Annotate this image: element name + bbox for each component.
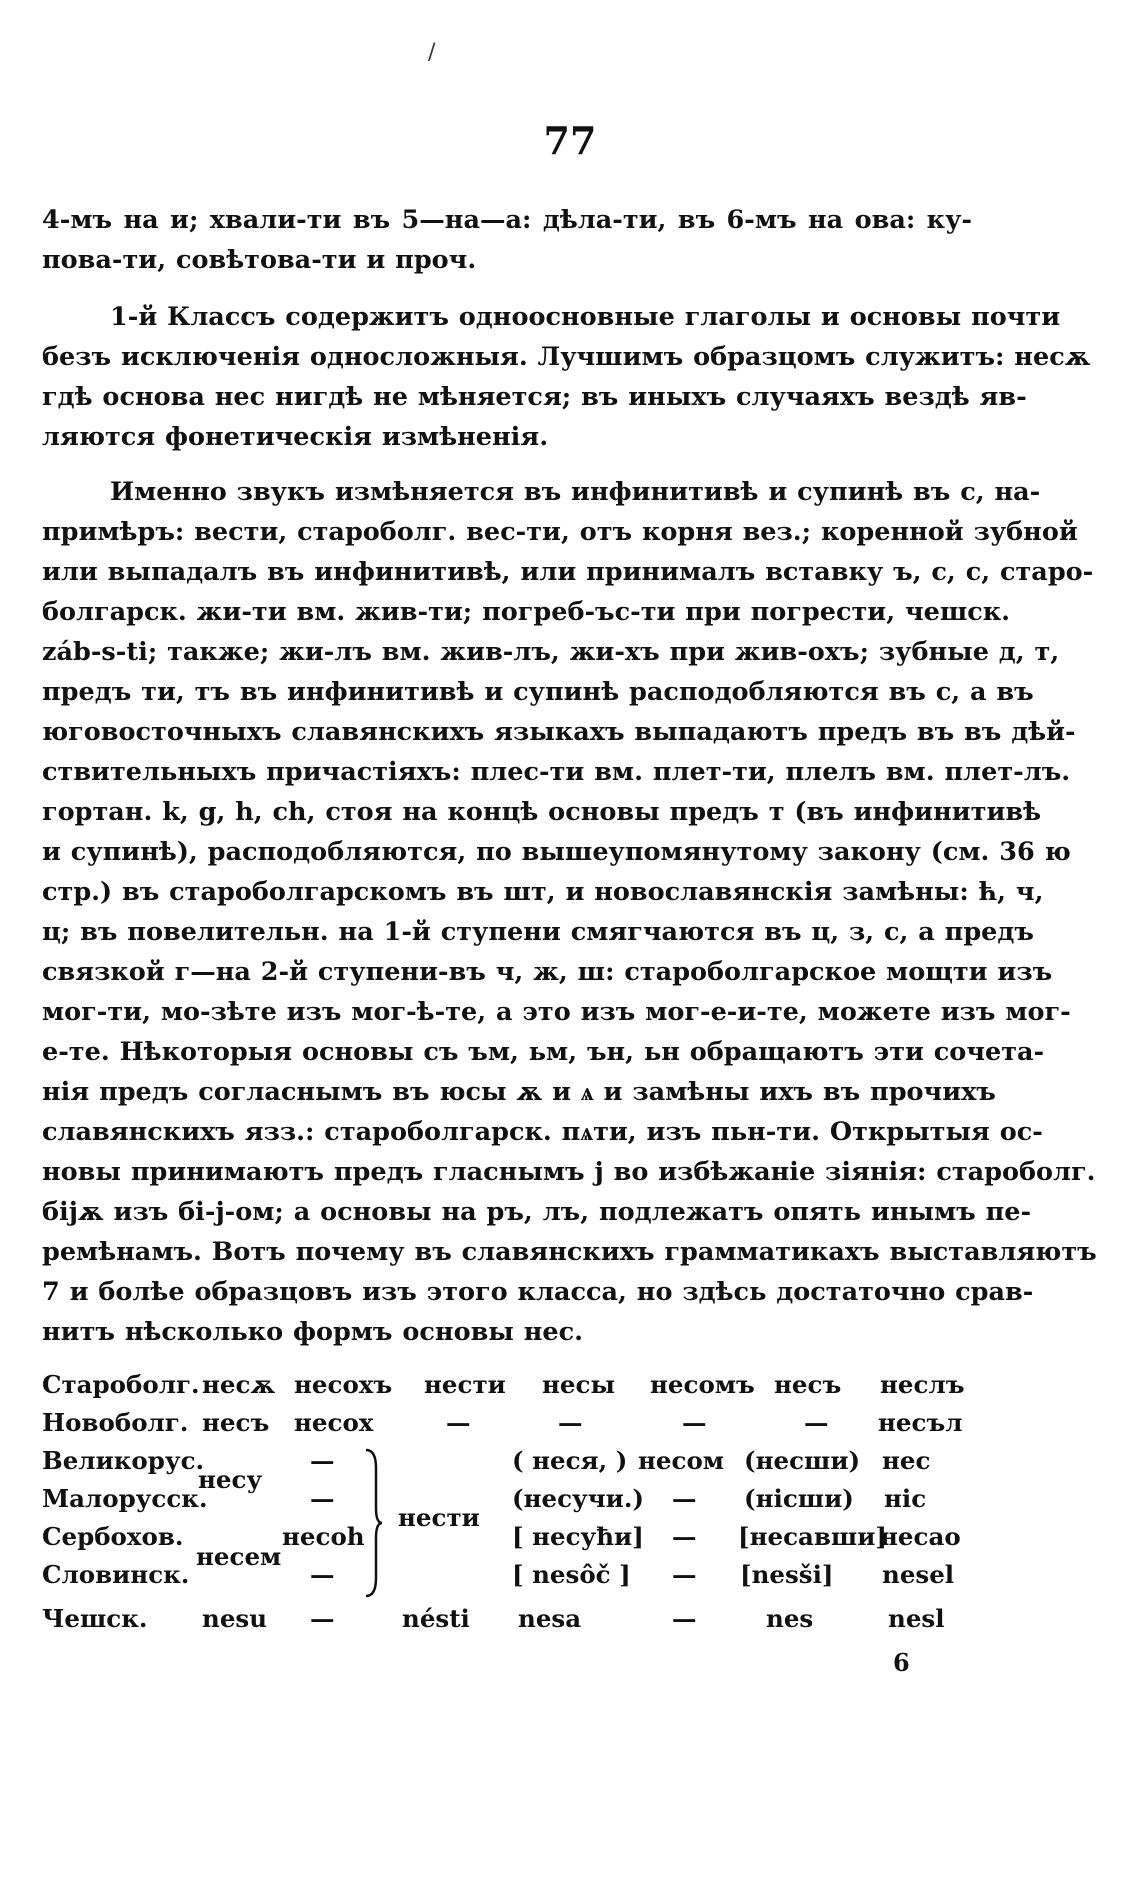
table-cell: несъл [878, 1408, 963, 1437]
text-line: новы принимаютъ предъ гласнымъ j во избѣжаніе зіянія: староболг. [42, 1157, 1096, 1187]
text-line: предъ ти, тъ въ инфинитивѣ и супинѣ расподобляются въ с, а въ [42, 677, 1034, 707]
text-line: славянскихъ язз.: староболгарск. пѧти, изъ пьн-ти. Открытыя ос- [42, 1117, 1043, 1147]
table-cell-lang: Новоболг. [42, 1408, 189, 1437]
table-cell-lang: Словинск. [42, 1560, 190, 1589]
text-line: нія предъ согласнымъ въ юсы ѫ и ѧ и замѣны ихъ въ прочихъ [42, 1077, 996, 1107]
table-row [42, 1484, 972, 1520]
paragraph-2 [42, 297, 1091, 457]
text-line: безъ исключенія односложныя. Лучшимъ образцомъ служитъ: несѫ [42, 342, 1091, 372]
text-line: стр.) въ староболгарскомъ въ шт, и новославянскія замѣны: ћ, ч, [42, 877, 1044, 907]
table-row [42, 1604, 972, 1640]
table-cell: нес [882, 1446, 931, 1475]
table-cell: — [672, 1522, 697, 1551]
table-cell: — [672, 1604, 697, 1633]
table-cell: — [558, 1408, 583, 1437]
text-line: 1-й Классъ содержитъ одноосновные глаголы и основы почти [110, 302, 1061, 332]
text-line: болгарск. жи-ти вм. жив-ти; погреб-ъс-ти при погрести, чешск. [42, 597, 1011, 627]
table-cell: (нісши) [744, 1484, 854, 1513]
table-cell: неслъ [880, 1370, 965, 1399]
table-cell: [nesši] [740, 1560, 834, 1589]
text-line: ц; въ повелительн. на 1-й ступени смягчаются въ ц, з, с, а предъ [42, 917, 1034, 947]
merged-cell-nesem: несем [196, 1542, 282, 1571]
table-cell: nesa [518, 1604, 582, 1633]
table-cell: nésti [402, 1604, 470, 1633]
page-number: 77 [543, 118, 597, 163]
table-cell: nesel [882, 1560, 955, 1589]
table-cell: — [310, 1446, 335, 1475]
table-row [42, 1560, 972, 1596]
text-line: пова-ти, совѣтова-ти и проч. [42, 245, 477, 275]
text-line: мог-ти, мо-зѣте изъ мог-ѣ-те, а это изъ мог-е-и-те, можете изъ мог- [42, 997, 1071, 1027]
text-line: связкой г—на 2-й ступени-въ ч, ж, ш: староболгарское мощти изъ [42, 957, 1053, 987]
table-row [42, 1522, 972, 1558]
text-line: гдѣ основа нес нигдѣ не мѣняется; въ иныхъ случаяхъ вездѣ яв- [42, 382, 1027, 412]
text-line: е-те. Нѣкоторыя основы съ ъм, ьм, ън, ьн обращаютъ эти сочета- [42, 1037, 1045, 1067]
table-cell: несъ [774, 1370, 842, 1399]
table-cell: несох [294, 1408, 374, 1437]
text-line: ляются фонетическія измѣненія. [42, 422, 549, 452]
table-cell: несао [880, 1522, 961, 1551]
table-cell: — [310, 1484, 335, 1513]
text-line: гортан. k, g, h, ch, стоя на концѣ основы предъ т (въ инфинитивѣ [42, 797, 1042, 827]
text-line: примѣръ: вести, староболг. вес-ти, отъ корня вез.; коренной зубной [42, 517, 1078, 547]
table-cell: nes [766, 1604, 814, 1633]
text-line: 4-мъ на и; хвали-ти въ 5—на—а: дѣла-ти, въ 6-мъ на ова: ку- [42, 205, 972, 235]
table-cell: (несучи.) [512, 1484, 644, 1513]
text-line: и супинѣ), расподобляются, по вышеупомянутому закону (см. 36 ю [42, 837, 1071, 867]
merged-cell-nesti: нести [398, 1503, 480, 1532]
brace-icon [362, 1448, 384, 1598]
table-cell: — [310, 1604, 335, 1633]
table-cell-lang: Великорус. [42, 1446, 205, 1475]
table-cell: несоh [282, 1522, 365, 1551]
table-row [42, 1408, 972, 1444]
table-cell: nesl [888, 1604, 945, 1633]
table-cell: — [310, 1560, 335, 1589]
paragraph-1 [42, 200, 972, 280]
text-line: ствительныхъ причастіяхъ: плес-ти вм. плет-ти, плелъ вм. плет-лъ. [42, 757, 1071, 787]
table-row [42, 1370, 972, 1406]
table-cell-lang: Сербохов. [42, 1522, 184, 1551]
table-cell: — [672, 1560, 697, 1589]
stray-mark: / [428, 40, 436, 65]
table-cell: несохъ [294, 1370, 393, 1399]
table-cell: несъ [202, 1408, 270, 1437]
signature-number: 6 [893, 1648, 910, 1677]
table-cell: — [682, 1408, 707, 1437]
table-cell: несомъ [650, 1370, 755, 1399]
table-cell: несы [542, 1370, 615, 1399]
table-cell-lang: Чешск. [42, 1604, 148, 1633]
table-cell: нести [424, 1370, 506, 1399]
text-line: нитъ нѣсколько формъ основы нес. [42, 1317, 584, 1347]
table-cell: nesu [202, 1604, 268, 1633]
text-line: или выпадалъ въ инфинитивѣ, или принималъ вставку ъ, с, с, старо- [42, 557, 1094, 587]
text-line: юговосточныхъ славянскихъ языкахъ выпадаютъ предъ въ въ дѣй- [42, 717, 1076, 747]
paragraph-3 [42, 472, 1097, 1352]
text-line: біјѫ изъ бі-ј-ом; а основы на ръ, лъ, подлежатъ опять инымъ пе- [42, 1197, 1032, 1227]
text-line: záb-s-ti; также; жи-лъ вм. жив-лъ, жи-хъ при жив-охъ; зубные д, т, [42, 637, 1060, 667]
table-cell-lang: Староболг. [42, 1370, 200, 1399]
text-line: 7 и болѣе образцовъ изъ этого класса, но здѣсь достаточно срав- [42, 1277, 1034, 1307]
text-line: Именно звукъ измѣняется въ инфинитивѣ и супинѣ въ с, на- [110, 477, 1041, 507]
table-cell: ніс [884, 1484, 927, 1513]
table-cell: — [672, 1484, 697, 1513]
table-cell: [ nesôč ] [512, 1560, 631, 1589]
table-cell: несѫ [202, 1370, 276, 1399]
table-cell: [несавши] [738, 1522, 888, 1551]
table-cell: (несши) [744, 1446, 861, 1475]
table-cell: ( неся, ) [512, 1446, 628, 1475]
table-cell: — [446, 1408, 471, 1437]
table-row [42, 1446, 972, 1482]
table-cell-lang: Малорусск. [42, 1484, 208, 1513]
table-cell: несом [638, 1446, 725, 1475]
table-cell: — [804, 1408, 829, 1437]
text-line: ремѣнамъ. Вотъ почему въ славянскихъ грамматикахъ выставляютъ [42, 1237, 1097, 1267]
merged-cell-nesu: несу [198, 1465, 263, 1494]
table-cell: [ несуħи] [512, 1522, 644, 1551]
